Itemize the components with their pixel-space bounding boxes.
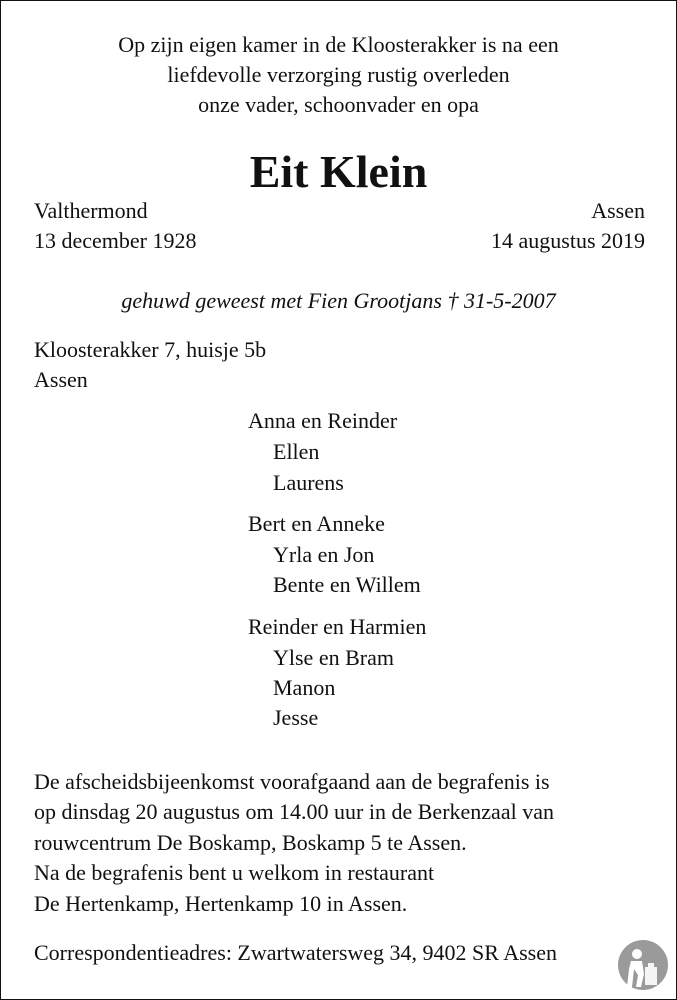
ceremony-line-3: rouwcentrum De Boskamp, Boskamp 5 te Assen. [34,830,467,855]
ceremony-line-5: De Hertenkamp, Hertenkamp 10 in Assen. [34,891,408,916]
memorial-figure-icon [617,939,669,991]
family-child: Jesse [273,705,319,730]
family-child: Ylse en Bram [273,645,394,670]
family-child: Manon [273,675,336,700]
family-child: Laurens [273,470,344,495]
family-parents-1: Anna en Reinder [248,408,398,433]
birth-date: 13 december 1928 [34,228,197,253]
intro-line-1: Op zijn eigen kamer in de Kloosterakker is na een [118,32,559,57]
family-child: Bente en Willem [273,572,421,597]
ceremony-line-1: De afscheidsbijeenkomst voorafgaand aan de begrafenis is [34,769,550,794]
birth-place: Valthermond [34,198,148,223]
deceased-name: Eit Klein [249,146,428,197]
correspondence-address: Correspondentieadres: Zwartwatersweg 34, 9402 SR Assen [34,940,558,965]
family-parents-2: Bert en Anneke [248,511,385,536]
spouse-note: gehuwd geweest met Fien Grootjans † 31-5-2007 [121,288,556,313]
family-child: Yrla en Jon [273,542,375,567]
address-city: Assen [34,367,88,392]
address-street: Kloosterakker 7, huisje 5b [34,337,267,362]
family-child: Ellen [273,439,320,464]
death-date: 14 augustus 2019 [491,228,645,253]
family-parents-3: Reinder en Harmien [248,614,427,639]
intro-line-3: onze vader, schoonvader en opa [198,92,479,117]
death-place: Assen [591,198,645,223]
ceremony-line-2: op dinsdag 20 augustus om 14.00 uur in de Berkenzaal van [34,799,554,824]
intro-line-2: liefdevolle verzorging rustig overleden [167,62,510,87]
ceremony-line-4: Na de begrafenis bent u welkom in restaurant [34,860,435,885]
